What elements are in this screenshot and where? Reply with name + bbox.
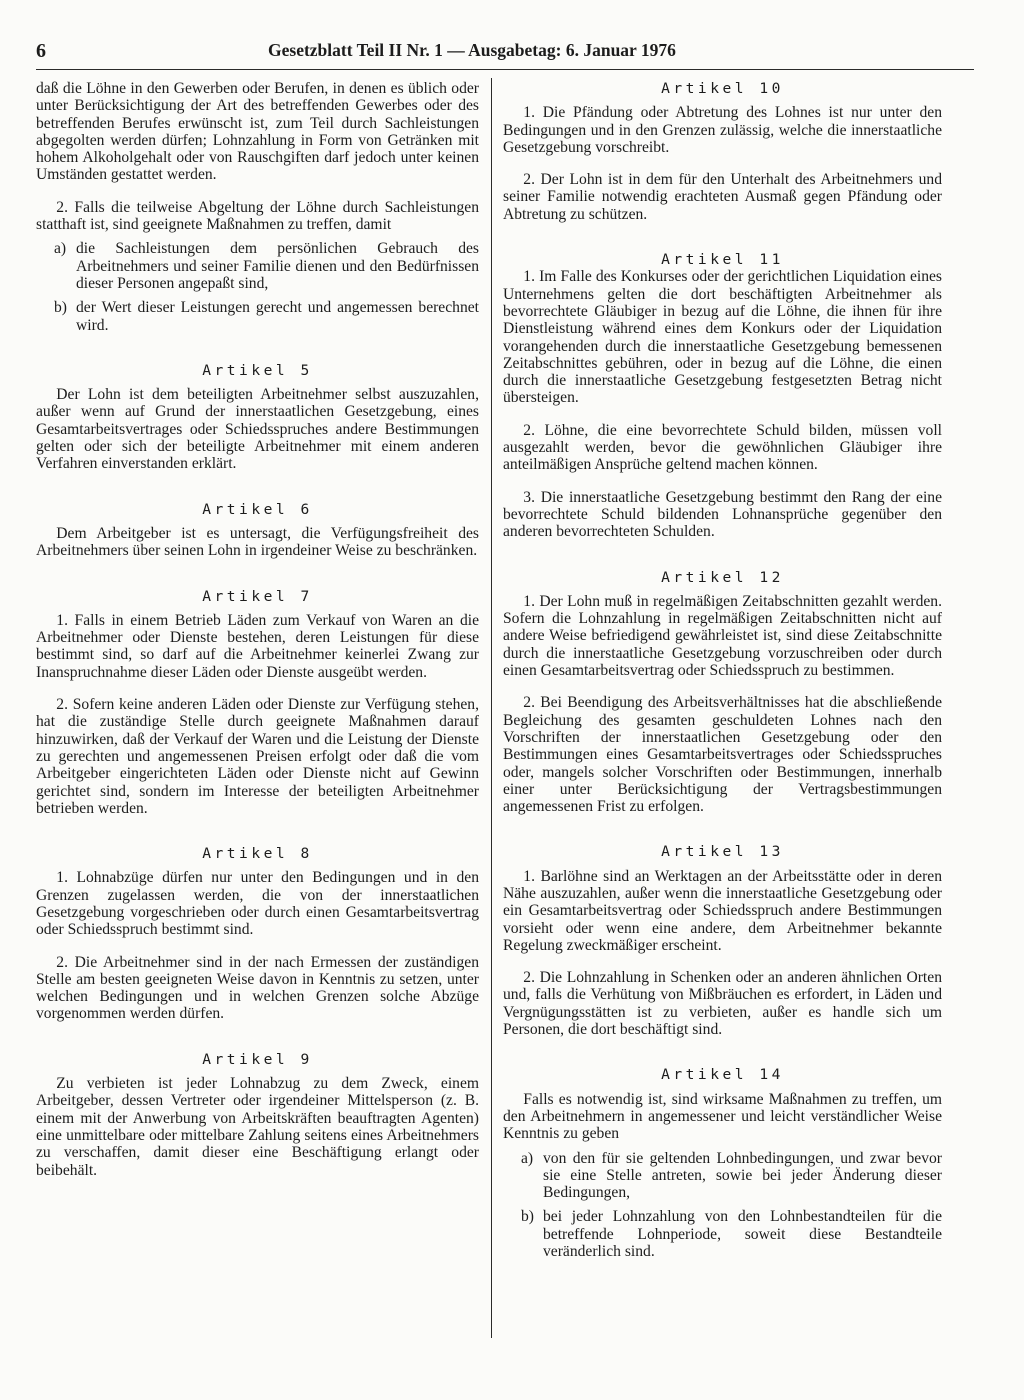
article-9-text: Zu verbieten ist jeder Lohnabzug zu dem Zweck, einem Arbeitgeber, dessen Vertreter oder irgendeiner Mittelsperson (z. B. einem mit der Anwerbung von Arbeitskräften beauftragten Agenten) eine unmittelbare oder mittelbare Zahlung seitens eines Arbeitnehmers zu verschaffen, damit dieser eine Beschäftigung erlangt oder beibehält.	[36, 1075, 479, 1179]
list-item-b	[36, 299, 479, 334]
gazette-title: Gesetzblatt Teil II Nr. 1 — Ausgabetag: 6. Januar 1976	[268, 40, 676, 60]
list-text-a: die Sachleistungen dem persönlichen Gebrauch des Arbeitnehmers und seiner Familie dienen und den Bedürfnissen dieser Personen angepaßt sind,	[76, 240, 479, 292]
art14-list-label-a: a)	[521, 1149, 534, 1167]
page-number: 6	[36, 40, 46, 62]
article-11-heading: Artikel 11	[661, 251, 784, 269]
article-12-heading: Artikel 12	[661, 568, 784, 586]
article-8-heading: Artikel 8	[202, 845, 313, 863]
header-rule	[36, 69, 974, 70]
art14-list-label-b: b)	[521, 1208, 534, 1226]
article-13-paragraph-2: 2. Die Lohnzahlung in Schenken oder an anderen ähnlichen Orten und, falls die Verhütung von Mißbräuchen es erfordert, in Läden und Vergnügungsstätten ist zu verbieten, außer es handle sich um Personen, die dort beschäftigt sind.	[503, 969, 942, 1039]
article-10-paragraph-1: 1. Die Pfändung oder Abtretung des Lohnes ist nur unter den Bedingungen und in den Grenzen zulässig, welche die innerstaatliche Gesetzgebung vorschreibt.	[503, 104, 942, 156]
page-header	[36, 38, 974, 64]
article-10-heading: Artikel 10	[661, 80, 784, 97]
intro-paragraph: daß die Löhne in den Gewerben oder Berufen, in denen es üblich oder unter Berücksichtigung der Art des betreffenden Gewerbes oder des betreffenden Berufes erwünscht ist, zum Teil durch Sachleistungen abgegolten werden dürfen; Lohnzahlung in Form von Getränken mit hohem Alkoholgehalt oder von Rauschgiften darf jedoch unter keinen Umständen gestattet werden.	[36, 80, 479, 184]
list-item-a	[36, 240, 479, 292]
art14-list-text-a: von den für sie geltenden Lohnbedingungen, und zwar bevor sie eine Stelle antreten, sowie bei jeder Änderung dieser Bedingungen,	[543, 1149, 942, 1202]
article-11-paragraph-2: 2. Löhne, die eine bevorrechtete Schuld bilden, müssen voll ausgezahlt werden, bevor die gewöhnlichen Gläubiger ihre anteilmäßigen Ansprüche geltend machen können.	[503, 421, 942, 474]
article-14-heading: Artikel 14	[661, 1066, 784, 1084]
article-7-paragraph-2: 2. Sofern keine anderen Läden oder Dienste zur Verfügung stehen, hat die zuständige Stelle durch geeignete Maßnahmen darauf hinzuwirken, daß der Verkauf der Waren und die Leistung der Dienste zu gerechten und angemessenen Preisen erfolgt oder daß die vom Arbeitgeber eingerichteten Läden oder Dienste nicht auf Gewinn gerichtet sind, sondern im Interesse der beteiligten Arbeitnehmer betrieben werden.	[36, 696, 479, 817]
article-13-paragraph-1: 1. Barlöhne sind an Werktagen an der Arbeitsstätte oder in deren Nähe auszuzahlen, außer wenn die innerstaatliche Gesetzgebung oder ein Gesamtarbeitsvertrag oder Schiedsspruch andere Bestimmungen vorsieht oder wenn eine andere, dem Arbeitnehmer bekannte Regelung zweckmäßiger erscheint.	[503, 867, 942, 954]
art14-list-item-b	[503, 1208, 942, 1260]
article-6-text: Dem Arbeitgeber ist es untersagt, die Verfügungsfreiheit des Arbeitnehmers über seinen Lohn in irgendeiner Weise zu beschränken.	[36, 524, 479, 560]
article-14-text: Falls es notwendig ist, sind wirksame Maßnahmen zu treffen, um den Arbeitnehmern in angemessener und leicht verständlicher Weise Kenntnis zu geben	[503, 1090, 942, 1143]
art4-paragraph-2: 2. Falls die teilweise Abgeltung der Löhne durch Sachleistungen statthaft ist, sind geeignete Maßnahmen zu treffen, damit	[36, 198, 479, 234]
list-text-b: der Wert dieser Leistungen gerecht und angemessen berechnet wird.	[76, 299, 479, 334]
right-column	[503, 80, 942, 1260]
article-6-heading: Artikel 6	[202, 500, 313, 518]
article-10-paragraph-2: 2. Der Lohn ist in dem für den Unterhalt des Arbeitnehmers und seiner Familie notwendig erachteten Ausmaß gegen Pfändung oder Abtretung zu schützen.	[503, 171, 942, 223]
article-7-heading: Artikel 7	[202, 587, 313, 605]
art14-list-text-b: bei jeder Lohnzahlung von den Lohnbestandteilen für die betreffende Lohnperiode, soweit diese Bestandteile veränderlich sind.	[543, 1208, 942, 1261]
article-13-heading: Artikel 13	[661, 843, 784, 861]
list-label-a: a)	[54, 240, 67, 258]
column-divider	[491, 78, 492, 1338]
article-12-paragraph-1: 1. Der Lohn muß in regelmäßigen Zeitabschnitten gezahlt werden. Sofern die Lohnzahlung in regelmäßigen Zeitabschnitten nicht auf andere Weise befriedigend gewährleistet ist, sind diese Zeitabschnitte durch die innerstaatliche Gesetzgebung vorzuschreiben oder durch einen Gesamtarbeitsvertrag oder Schiedsspruch zu bestimmen.	[503, 592, 942, 680]
article-11-paragraph-3: 3. Die innerstaatliche Gesetzgebung bestimmt den Rang der eine bevorrechtete Schuld bildenden Lohnansprüche gegenüber den anderen bevorrechteten Schulden.	[503, 488, 942, 541]
article-7-paragraph-1: 1. Falls in einem Betrieb Läden zum Verkauf von Waren an die Arbeitnehmer oder Dienste bestehen, deren Leistungen für diese bestimmt sind, so darf auf die Arbeitnehmer keinerlei Zwang zur Inanspruchnahme dieser Läden oder Dienste ausgeübt werden.	[36, 611, 479, 681]
left-column	[36, 80, 479, 1179]
article-8-paragraph-2: 2. Die Arbeitnehmer sind in der nach Ermessen der zuständigen Stelle am besten geeigneten Weise davon in Kenntnis zu setzen, unter welchen Bedingungen und in welchen Grenzen solche Abzüge vorgenommen werden dürfen.	[36, 953, 479, 1023]
art14-list-item-a	[503, 1150, 942, 1202]
article-5-text: Der Lohn ist dem beteiligten Arbeitnehmer selbst auszuzahlen, außer wenn auf Grund der innerstaatlichen Gesetzgebung, eines Gesamtarbeitsvertrages oder Schiedsspruches andere Bestimmungen gelten oder sich der beteiligte Arbeitnehmer mit einem anderen Verfahren einverstanden erklärt.	[36, 386, 479, 473]
article-12-paragraph-2: 2. Bei Beendigung des Arbeitsverhältnisses hat die abschließende Begleichung des gesamten geschuldeten Lohnes nach den Vorschriften der innerstaatlichen Gesetzgebung oder den Bestimmungen eines Gesamtarbeitsvertrages oder Schiedsspruches oder, mangels solcher Vorschriften oder Bestimmungen, innerhalb einer unter Berücksichtigung der Vertragsbestimmungen angemessenen Frist zu erfolgen.	[503, 694, 942, 816]
article-9-heading: Artikel 9	[202, 1050, 313, 1068]
article-5-heading: Artikel 5	[202, 361, 313, 379]
list-label-b: b)	[54, 299, 67, 317]
article-8-paragraph-1: 1. Lohnabzüge dürfen nur unter den Bedingungen und in den Grenzen zugelassen werden, die von der innerstaatlichen Gesetzgebung vorgeschrieben oder durch einen Gesamtarbeitsvertrag oder Schiedsspruch bestimmt sind.	[36, 869, 479, 939]
article-11-paragraph-1: 1. Im Falle des Konkurses oder der gerichtlichen Liquidation eines Unternehmens gelten die dort beschäftigten Arbeitnehmer als bevorrechtete Gläubiger in bezug auf die Löhne, die ihnen für ihre Dienstleistung während eines dem Konkurs oder der Liquidation vorangehenden durch die innerstaatliche Gesetzgebung bemessenen Zeitabschnittes gebühren, oder in bezug auf die Löhne, die einen durch die innerstaatliche Gesetzgebung festgesetzten Betrag nicht übersteigen.	[503, 268, 942, 407]
